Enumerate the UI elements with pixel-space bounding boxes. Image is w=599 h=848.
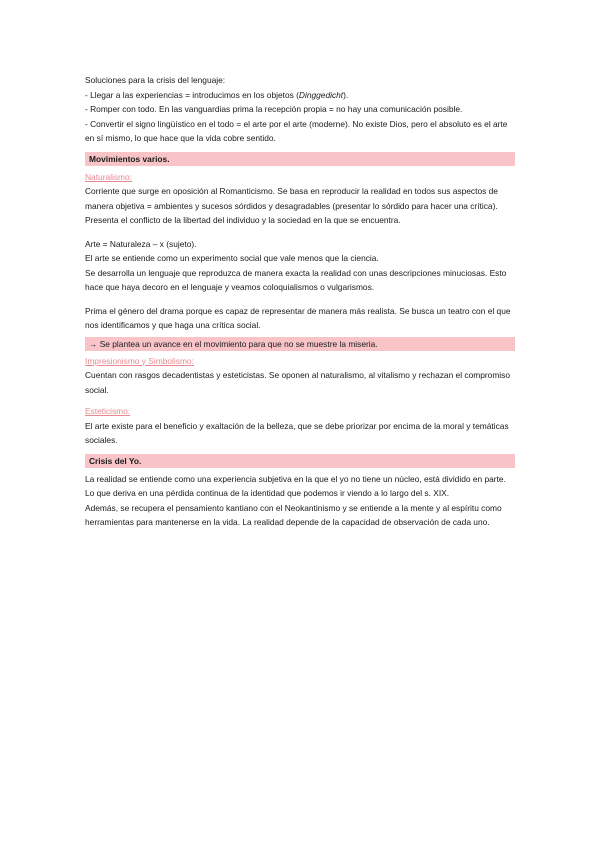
section-heading-crisis: Crisis del Yo. [85,454,515,468]
crisis-paragraph-2: Además, se recupera el pensamiento kantiano con el Neokantinismo y se entiende a la mente y al espíritu como herramientas para mantenerse en la vida. La realidad depende de la capacidad de observación de cada uno. [85,502,502,527]
arrow-note: → Se plantea un avance en el movimiento para que no se muestre la miseria. [85,337,515,351]
intro-item-1 [85,88,515,103]
subheading-naturalismo: Naturalismo: [85,171,133,182]
esteticismo-paragraph: El arte existe para el beneficio y exaltación de la belleza, que se debe priorizar por encima de la moral y temáticas sociales. [85,420,509,445]
section-heading-movimientos: Movimientos varios. [85,152,515,166]
naturalismo-paragraph-2: El arte se entiende como un experimento social que vale menos que la ciencia. [85,253,379,263]
intro-item-2: - Romper con todo. En las vanguardias prima la recepción propia = no hay una comunicación posible. [85,104,463,114]
naturalismo-paragraph-3: Se desarrolla un lenguaje que reproduzca de manera exacta la realidad con unas descripciones minuciosas. Esto hace que haya decoro en el lenguaje y veamos coloquialismos o vulgarismos. [85,267,507,292]
intro-item-1-pre: - Llegar a las experiencias = introducimos en los objetos ( [85,89,299,100]
subheading-impresionismo: Impresionismo y Simbolismo: [85,355,194,366]
intro-item-3: - Convertir el signo lingüístico en el todo = el arte por el arte (moderne). No existe Dios, pero el absoluto es el arte en sí mismo, lo que hace que la vida cobre sentido. [85,118,508,143]
crisis-paragraph-1: La realidad se entiende como una experiencia subjetiva en la que el yo no tiene un núcleo, está dividido en parte. Lo que deriva en una pérdida continua de la identidad que podemos ir viendo a lo largo del s. XIX. [85,473,506,498]
intro-item-1-post: ). [343,89,349,100]
document-body [85,73,515,530]
impresionismo-paragraph: Cuentan con rasgos decadentistas y esteticistas. Se oponen al naturalismo, al vitalismo y rechazan el compromiso social. [85,370,511,395]
naturalismo-paragraph-1: Corriente que surge en oposición al Romanticismo. Se basa en reproducir la realidad en todos sus aspectos de manera objetiva = ambientes y sucesos sórdidos y desagradables (presentar lo sórdido para hacer una crítica). Presenta el conflicto de la libertad del individuo y la sociedad en la que se encuentra. [85,186,498,225]
naturalismo-formula: Arte = Naturaleza – x (sujeto). [85,238,197,249]
subheading-esteticismo: Esteticismo: [85,406,131,416]
naturalismo-paragraph-4: Prima el género del drama porque es capaz de representar de manera más realista. Se busca un teatro con el que nos identificamos y que haga una crítica social. [85,305,511,330]
intro-title: Soluciones para la crisis del lenguaje: [85,75,226,85]
intro-item-1-em: Dinggedicht [298,89,344,100]
